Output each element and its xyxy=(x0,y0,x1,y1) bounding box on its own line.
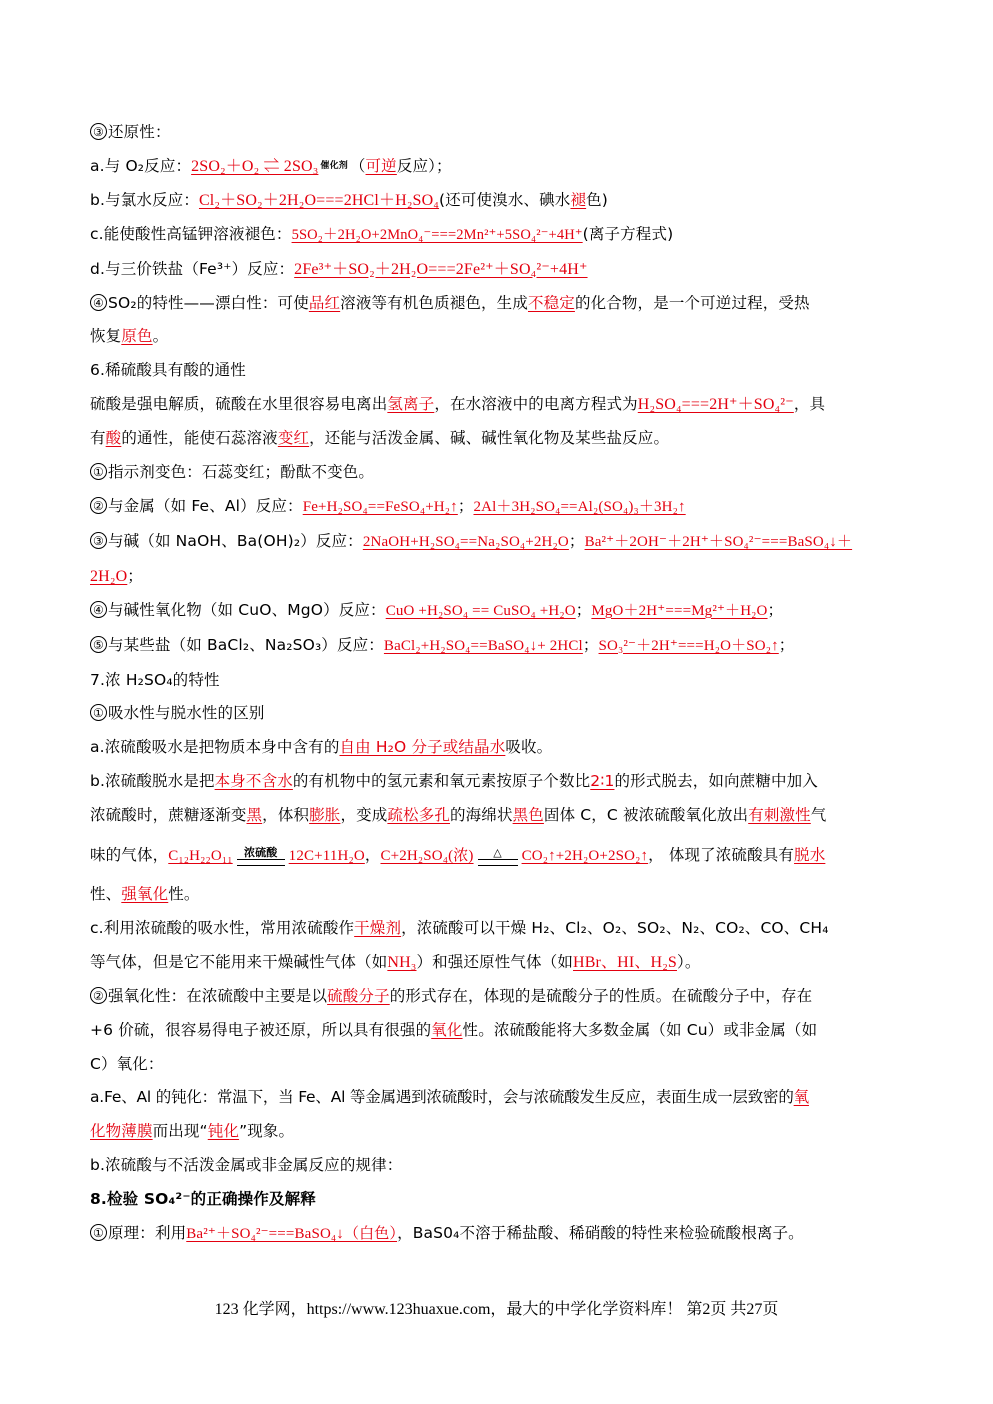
equation: 2Al＋3H₂SO₄==Al₂(SO₄)₃＋3H₂↑ xyxy=(473,498,686,515)
reaction-chlorine-water: b.与氯水反应：Cl₂＋SO₂＋2H₂O===2HCl＋H₂SO₄(还可使溴水、碘水褪色) xyxy=(90,190,608,209)
bleaching-property: ④ SO₂的特性——漂白性：可使品红溶液等有机色质褪色，生成不稳定的化合物，是一个可逆过程，受热 xyxy=(90,287,905,321)
equation: Cl₂＋SO₂＋2H₂O===2HCl＋H₂SO₄ xyxy=(198,191,440,209)
salt-reaction: ⑤ 与某些盐（如 BaCl₂、Na₂SO₃）反应：BaCl₂+H₂SO₄==BaSO₄↓+ 2HCl；SO₃²⁻＋2H⁺===H₂O＋SO₂↑； xyxy=(90,629,905,664)
equation: Fe+H₂SO₄==FeSO₄+H₂↑ xyxy=(302,498,458,515)
strong-oxidation: ② 强氧化性：在浓硫酸中主要是以硫酸分子的形式存在，体现的是硫酸分子的性质。在硫酸分子中，存在 xyxy=(90,980,905,1014)
reducibility-heading: ③ 还原性： xyxy=(90,116,905,150)
equation: SO₃²⁻＋2H⁺===H₂O＋SO₂↑ xyxy=(598,637,779,654)
condition-arrow: 浓硫酸 xyxy=(237,846,285,866)
equation: 2SO₂＋O₂ ⇌ 2SO₃ xyxy=(191,157,319,175)
document-body xyxy=(90,116,905,1252)
ionization-text-cont: 有酸的通性，能使石蕊溶液变红，还能与活泼金属、碱、碱性氧化物及某些盐反应。 xyxy=(90,429,670,448)
equation: CuO +H₂SO₄ == CuSO₄ +H₂O xyxy=(385,602,576,619)
dehydration-cont: 浓硫酸时，蔗糖逐渐变黑，体积膨胀，变成疏松多孔的海绵状黑色固体 C，C 被浓硫酸氧化放出有刺激性气 xyxy=(90,806,827,825)
circled-number: ② xyxy=(90,987,107,1004)
metal-reaction: ② 与金属（如 Fe、Al）反应：Fe+H₂SO₄==FeSO₄+H₂↑；2Al＋3H₂SO₄==Al₂(SO₄)₃＋3H₂↑ xyxy=(90,490,905,525)
equation: CO₂↑+2H₂O+2SO₂↑ xyxy=(521,848,649,865)
equation: BaCl₂+H₂SO₄==BaSO₄↓+ 2HCl xyxy=(383,637,583,654)
strong-oxidation-cont2: C）氧化： xyxy=(90,1054,164,1073)
heat-arrow: △ xyxy=(478,846,518,866)
circled-number: ⑤ xyxy=(90,636,107,653)
equation: Ba²⁺＋2OH⁻＋2H⁺＋SO₄²⁻===BaSO₄↓＋ xyxy=(584,533,853,550)
passivation: a.Fe、Al 的钝化：常温下，当 Fe、Al 等金属遇到浓硫酸时，会与浓硫酸发生反应，表面生成一层致密的氧 xyxy=(90,1088,809,1107)
reaction-o2: a.与 O₂反应：2SO₂＋O₂ ⇌ 2SO₃ 催化剂 （可逆反应）； xyxy=(90,156,452,175)
catalyst-label: 催化剂 xyxy=(320,160,348,171)
equation: 2H₂O xyxy=(90,567,128,585)
section-heading-6: 6.稀硫酸具有酸的通性 xyxy=(90,361,246,380)
section-heading-8: 8.检验 SO₄²⁻的正确操作及解释 xyxy=(90,1190,316,1209)
circled-number: ③ xyxy=(90,123,107,140)
equation: C₁₂H₂₂O₁₁ xyxy=(168,848,233,865)
equation: MgO＋2H⁺===Mg²⁺＋H₂O xyxy=(591,602,768,619)
indicator-line: ① 指示剂变色：石蕊变红；酚酞不变色。 xyxy=(90,456,905,490)
circled-number: ③ xyxy=(90,532,107,549)
equation: 2NaOH+H₂SO₄==Na₂SO₄+2H₂O xyxy=(362,533,569,550)
inactive-metal-rule: b.浓硫酸与不活泼金属或非金属反应的规律： xyxy=(90,1156,403,1175)
reaction-permanganate: c.能使酸性高锰钾溶液褪色：5SO₂＋2H₂O+2MnO₄⁻===2Mn²⁺+5SO₄²⁻+4H⁺(离子方程式) xyxy=(90,224,674,243)
base-reaction-cont: 2H₂O； xyxy=(90,566,143,585)
bleaching-property-cont: 恢复原色。 xyxy=(90,327,169,346)
dehydration: b.浓硫酸脱水是把本身不含水的有机物中的氢元素和氧元素按原子个数比2∶1的形式脱去，如向蔗糖中加入 xyxy=(90,772,818,791)
oxide-reaction: ④ 与碱性氧化物（如 CuO、MgO）反应：CuO +H₂SO₄ == CuSO₄ +H₂O；MgO＋2H⁺===Mg²⁺＋H₂O； xyxy=(90,594,905,629)
circled-number: ④ xyxy=(90,294,107,311)
drying-agent-cont: 等气体，但是它不能用来干燥碱性气体（如NH₃）和强还原性气体（如HBr、HI、H₂S）。 xyxy=(90,952,701,971)
circled-number: ① xyxy=(90,704,107,721)
circled-number: ④ xyxy=(90,601,107,618)
equation: 5SO₂＋2H₂O+2MnO₄⁻===2Mn²⁺+5SO₄²⁻+4H⁺ xyxy=(291,226,583,243)
base-reaction: ③ 与碱（如 NaOH、Ba(OH)₂）反应：2NaOH+H₂SO₄==Na₂SO₄+2H₂O；Ba²⁺＋2OH⁻＋2H⁺＋SO₄²⁻===BaSO₄↓＋ xyxy=(90,525,905,560)
strong-oxidation-cont: +6 价硫，很容易得电子被还原，所以具有很强的氧化性。浓硫酸能将大多数金属（如 Cu）或非金属（如 xyxy=(90,1020,818,1039)
equation: H₂SO₄===2H⁺＋SO₄²⁻ xyxy=(637,396,794,414)
ionization-text: 硫酸是强电解质，硫酸在水里很容易电离出氢离子，在水溶液中的电离方程式为H₂SO₄===2H⁺＋SO₄²⁻，具 xyxy=(90,395,826,414)
dehydration-cont2: 性、强氧化性。 xyxy=(90,885,200,904)
circled-number: ② xyxy=(90,497,107,514)
passivation-cont: 化物薄膜而出现“钝化”现象。 xyxy=(90,1122,295,1141)
absorb-dehydrate-heading: ① 吸水性与脱水性的区别 xyxy=(90,697,905,731)
equation: 12C+11H₂O xyxy=(288,848,365,865)
section-heading-7: 7.浓 H₂SO₄的特性 xyxy=(90,670,220,689)
circled-number: ① xyxy=(90,463,107,480)
page-footer: 123 化学网，https://www.123huaxue.com，最大的中学化学资料库！ 第2页 共27页 xyxy=(214,1301,779,1318)
dehydration-equations: 味的气体，C₁₂H₂₂O₁₁ 浓硫酸 12C+11H₂O，C+2H₂SO₄(浓) △ CO₂↑+2H₂O+2SO₂↑， 体现了浓硫酸具有脱水 xyxy=(90,845,826,865)
equation: C+2H₂SO₄(浓) xyxy=(380,848,474,865)
equation: 2Fe³⁺＋SO₂＋2H₂O===2Fe²⁺＋SO₄²⁻+4H⁺ xyxy=(294,260,588,278)
principle-line: ① 原理：利用Ba²⁺＋SO₄²⁻===BaSO₄↓（白色），BaS0₄不溶于稀盐酸、稀硝酸的特性来检验硫酸根离子。 xyxy=(90,1217,905,1252)
reaction-ferric: d.与三价铁盐（Fe³⁺）反应：2Fe³⁺＋SO₂＋2H₂O===2Fe²⁺＋SO₄²⁻+4H⁺ xyxy=(90,259,588,278)
drying-agent: c.利用浓硫酸的吸水性，常用浓硫酸作干燥剂，浓硫酸可以干燥 H₂、Cl₂、O₂、SO₂、N₂、CO₂、CO、CH₄ xyxy=(90,918,829,937)
circled-number: ① xyxy=(90,1224,107,1241)
water-absorption: a.浓硫酸吸水是把物质本身中含有的自由 H₂O 分子或结晶水吸收。 xyxy=(90,738,553,757)
equation: Ba²⁺＋SO₄²⁻===BaSO₄↓（白色） xyxy=(186,1226,398,1243)
